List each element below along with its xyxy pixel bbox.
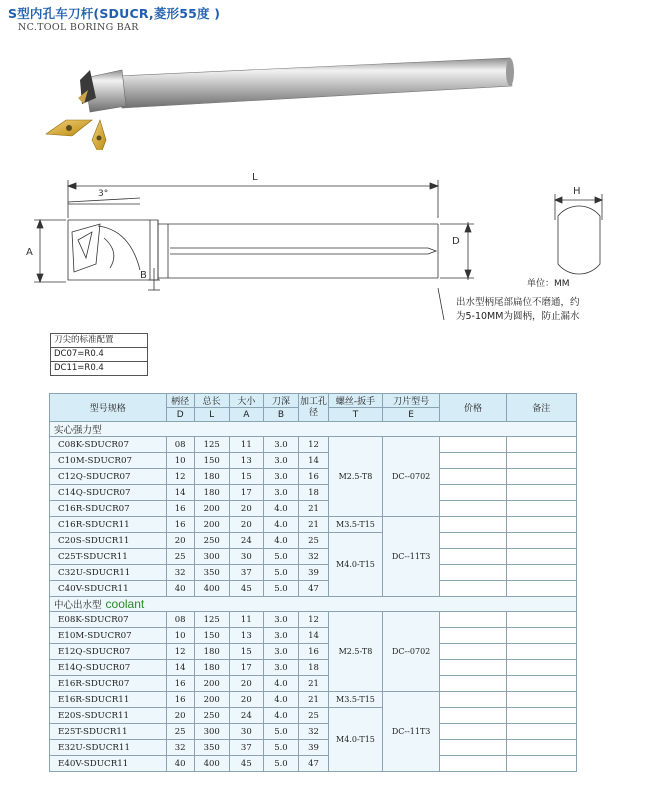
cell-price	[440, 501, 506, 517]
cell-value: 15	[229, 469, 264, 485]
cell-model: C25T-SDUCR11	[50, 549, 167, 565]
section-row	[50, 422, 577, 437]
cell-value: 14	[166, 660, 194, 676]
cell-remark	[506, 517, 576, 533]
cell-screw: M4.0-T15	[329, 708, 383, 772]
header-depth: 刀深	[264, 394, 299, 408]
cell-value: 3.0	[264, 437, 299, 453]
cell-insert: DC--11T3	[382, 692, 440, 772]
note-line-1: 出水型柄尾部扁位不磨通，约	[456, 297, 580, 308]
cell-value: 13	[229, 628, 264, 644]
boring-bar-photo	[30, 40, 530, 150]
cell-value: 150	[194, 453, 229, 469]
cell-value: 400	[194, 581, 229, 597]
cell-value: 180	[194, 644, 229, 660]
cell-value: 11	[229, 612, 264, 628]
cell-value: 08	[166, 612, 194, 628]
header-shank: 柄径	[166, 394, 194, 408]
cell-remark	[506, 628, 576, 644]
header-size-sub: A	[229, 408, 264, 422]
cell-value: 32	[166, 740, 194, 756]
header-size: 大小	[229, 394, 264, 408]
cell-value: 16	[298, 644, 328, 660]
cell-value: 18	[298, 485, 328, 501]
header-depth-sub: B	[264, 408, 299, 422]
cell-value: 14	[298, 453, 328, 469]
table-row	[50, 581, 577, 597]
cell-model: C10M-SDUCR07	[50, 453, 167, 469]
table-row	[50, 437, 577, 453]
cell-value: 250	[194, 533, 229, 549]
cell-insert: DC--0702	[382, 612, 440, 692]
cell-price	[440, 676, 506, 692]
cell-price	[440, 644, 506, 660]
section-title	[50, 422, 577, 437]
cell-price	[440, 517, 506, 533]
cell-value: 3.0	[264, 453, 299, 469]
dim-angle-label: 3°	[98, 189, 109, 199]
cell-value: 350	[194, 565, 229, 581]
dim-H-label: H	[573, 186, 581, 197]
cell-screw: M3.5-T15	[329, 692, 383, 708]
header-screw: 螺丝-扳手	[329, 394, 383, 408]
cell-remark	[506, 533, 576, 549]
cell-value: 4.0	[264, 692, 299, 708]
cell-remark	[506, 660, 576, 676]
cell-value: 16	[166, 676, 194, 692]
cell-remark	[506, 501, 576, 517]
section-title	[50, 597, 577, 612]
table-row	[50, 612, 577, 628]
cell-screw: M4.0-T15	[329, 533, 383, 597]
cell-value: 10	[166, 628, 194, 644]
header-screw-sub: T	[329, 408, 383, 422]
cell-value: 4.0	[264, 676, 299, 692]
table-row	[50, 517, 577, 533]
cell-value: 39	[298, 565, 328, 581]
cell-value: 13	[229, 453, 264, 469]
cell-value: 20	[229, 692, 264, 708]
coolant-note	[456, 296, 652, 324]
cell-remark	[506, 469, 576, 485]
cell-model: E32U-SDUCR11	[50, 740, 167, 756]
cell-value: 200	[194, 517, 229, 533]
cell-model: C32U-SDUCR11	[50, 565, 167, 581]
cell-value: 25	[298, 708, 328, 724]
section-extra-text: coolant	[105, 597, 145, 611]
cell-value: 47	[298, 581, 328, 597]
cell-value: 350	[194, 740, 229, 756]
cell-value: 400	[194, 756, 229, 772]
cell-model: E16R-SDUCR07	[50, 676, 167, 692]
header-length: 总长	[194, 394, 229, 408]
cell-value: 12	[166, 469, 194, 485]
cell-model: E10M-SDUCR07	[50, 628, 167, 644]
cell-value: 20	[166, 708, 194, 724]
cell-remark	[506, 692, 576, 708]
section-title-text: 实心强力型	[54, 425, 102, 436]
cell-value: 30	[229, 549, 264, 565]
cell-remark	[506, 485, 576, 501]
note-line-2: 为5-10MM为圆柄，防止漏水	[456, 311, 580, 322]
cell-remark	[506, 549, 576, 565]
cell-value: 3.0	[264, 628, 299, 644]
header-shank-sub: D	[166, 408, 194, 422]
cell-value: 30	[229, 724, 264, 740]
cell-value: 10	[166, 453, 194, 469]
cell-value: 21	[298, 517, 328, 533]
dim-B-label: B	[140, 270, 147, 281]
cell-model: C08K-SDUCR07	[50, 437, 167, 453]
cell-value: 08	[166, 437, 194, 453]
cell-value: 12	[298, 612, 328, 628]
dim-A-label: A	[26, 247, 33, 258]
cell-value: 14	[298, 628, 328, 644]
cell-screw: M2.5-T8	[329, 612, 383, 692]
table-row	[50, 485, 577, 501]
cell-value: 45	[229, 581, 264, 597]
cell-value: 3.0	[264, 660, 299, 676]
cell-price	[440, 453, 506, 469]
cell-value: 25	[298, 533, 328, 549]
table-row	[50, 565, 577, 581]
cell-value: 16	[298, 469, 328, 485]
cell-model: C12Q-SDUCR07	[50, 469, 167, 485]
table-row	[50, 628, 577, 644]
header-remark: 备注	[506, 394, 576, 422]
cell-model: C40V-SDUCR11	[50, 581, 167, 597]
cell-value: 32	[298, 724, 328, 740]
cell-model: C20S-SDUCR11	[50, 533, 167, 549]
cell-price	[440, 724, 506, 740]
cell-value: 32	[166, 565, 194, 581]
cell-value: 250	[194, 708, 229, 724]
page-subtitle: NC.TOOL BORING BAR	[18, 22, 139, 33]
cell-price	[440, 437, 506, 453]
header-insert-sub: E	[382, 408, 440, 422]
cell-value: 20	[229, 501, 264, 517]
cell-model: E08K-SDUCR07	[50, 612, 167, 628]
cell-value: 14	[166, 485, 194, 501]
cell-price	[440, 628, 506, 644]
cell-model: E14Q-SDUCR07	[50, 660, 167, 676]
cell-value: 4.0	[264, 501, 299, 517]
header-length-sub: L	[194, 408, 229, 422]
cell-value: 16	[166, 501, 194, 517]
dim-L-label: L	[252, 172, 258, 183]
cell-value: 4.0	[264, 517, 299, 533]
cell-model: E12Q-SDUCR07	[50, 644, 167, 660]
table-row	[50, 708, 577, 724]
cell-value: 180	[194, 469, 229, 485]
cell-price	[440, 660, 506, 676]
cell-model: E16R-SDUCR11	[50, 692, 167, 708]
header-bore: 加工孔径	[298, 394, 328, 422]
page-title: S型内孔车刀杆(SDUCR,菱形55度 )	[8, 6, 221, 21]
cell-value: 20	[229, 517, 264, 533]
table-row	[50, 724, 577, 740]
cell-value: 37	[229, 565, 264, 581]
cell-remark	[506, 644, 576, 660]
cell-value: 5.0	[264, 565, 299, 581]
cell-value: 5.0	[264, 581, 299, 597]
table-row	[50, 453, 577, 469]
cell-remark	[506, 612, 576, 628]
cell-value: 21	[298, 501, 328, 517]
corner-radius-box	[50, 333, 148, 376]
cell-price	[440, 756, 506, 772]
table-row	[50, 501, 577, 517]
cell-value: 11	[229, 437, 264, 453]
table-row	[50, 676, 577, 692]
cell-value: 20	[229, 676, 264, 692]
corner-radius-row: DC07=R0.4	[51, 347, 147, 361]
cell-value: 180	[194, 660, 229, 676]
cell-value: 25	[166, 549, 194, 565]
cell-value: 17	[229, 485, 264, 501]
cell-value: 16	[166, 692, 194, 708]
cell-value: 5.0	[264, 549, 299, 565]
cell-price	[440, 581, 506, 597]
table-row	[50, 644, 577, 660]
cell-value: 47	[298, 756, 328, 772]
cell-price	[440, 485, 506, 501]
cell-model: C16R-SDUCR07	[50, 501, 167, 517]
cell-value: 21	[298, 676, 328, 692]
cell-value: 24	[229, 533, 264, 549]
cell-value: 39	[298, 740, 328, 756]
cell-price	[440, 692, 506, 708]
cell-value: 200	[194, 501, 229, 517]
table-row	[50, 740, 577, 756]
cell-value: 125	[194, 437, 229, 453]
dim-D-label: D	[452, 236, 460, 247]
cell-value: 32	[298, 549, 328, 565]
corner-radius-heading: 刀尖的标准配置	[54, 335, 114, 345]
cell-remark	[506, 453, 576, 469]
cell-model: C14Q-SDUCR07	[50, 485, 167, 501]
corner-radius-row: DC11=R0.4	[51, 361, 147, 375]
cell-remark	[506, 565, 576, 581]
cell-value: 16	[166, 517, 194, 533]
cell-screw: M2.5-T8	[329, 437, 383, 517]
table-row	[50, 692, 577, 708]
cell-model: C16R-SDUCR11	[50, 517, 167, 533]
cell-remark	[506, 724, 576, 740]
cell-price	[440, 565, 506, 581]
cell-value: 300	[194, 724, 229, 740]
cell-value: 45	[229, 756, 264, 772]
cell-value: 12	[166, 644, 194, 660]
cell-value: 200	[194, 676, 229, 692]
cell-value: 200	[194, 692, 229, 708]
cell-value: 37	[229, 740, 264, 756]
section-row	[50, 597, 577, 612]
cell-remark	[506, 581, 576, 597]
cell-value: 15	[229, 644, 264, 660]
cell-value: 20	[166, 533, 194, 549]
cell-remark	[506, 756, 576, 772]
cell-insert: DC--11T3	[382, 517, 440, 597]
cell-price	[440, 708, 506, 724]
cell-remark	[506, 740, 576, 756]
unit-label: 单位：MM	[527, 279, 570, 289]
cell-remark	[506, 708, 576, 724]
cell-price	[440, 612, 506, 628]
cell-value: 180	[194, 485, 229, 501]
table-row	[50, 533, 577, 549]
cell-remark	[506, 676, 576, 692]
header-insert: 刀片型号	[382, 394, 440, 408]
cell-value: 24	[229, 708, 264, 724]
cell-value: 21	[298, 692, 328, 708]
cell-value: 25	[166, 724, 194, 740]
cell-value: 40	[166, 581, 194, 597]
cell-value: 5.0	[264, 756, 299, 772]
cell-value: 125	[194, 612, 229, 628]
cell-price	[440, 740, 506, 756]
header-price: 价格	[440, 394, 506, 422]
cell-value: 300	[194, 549, 229, 565]
cell-value: 17	[229, 660, 264, 676]
table-row	[50, 756, 577, 772]
cell-screw: M3.5-T15	[329, 517, 383, 533]
cell-price	[440, 533, 506, 549]
cell-value: 5.0	[264, 724, 299, 740]
cell-value: 12	[298, 437, 328, 453]
cell-value: 3.0	[264, 469, 299, 485]
header-model: 型号规格	[50, 394, 167, 422]
cell-insert: DC--0702	[382, 437, 440, 517]
cell-price	[440, 469, 506, 485]
cell-value: 18	[298, 660, 328, 676]
table-row	[50, 660, 577, 676]
cell-value: 3.0	[264, 612, 299, 628]
cell-value: 3.0	[264, 485, 299, 501]
cell-model: E25T-SDUCR11	[50, 724, 167, 740]
cell-value: 5.0	[264, 740, 299, 756]
cell-model: E20S-SDUCR11	[50, 708, 167, 724]
spec-table	[49, 393, 577, 772]
table-row	[50, 469, 577, 485]
cell-value: 4.0	[264, 708, 299, 724]
cell-value: 3.0	[264, 644, 299, 660]
cell-value: 4.0	[264, 533, 299, 549]
table-row	[50, 549, 577, 565]
cell-remark	[506, 437, 576, 453]
cell-value: 150	[194, 628, 229, 644]
cell-value: 40	[166, 756, 194, 772]
cell-price	[440, 549, 506, 565]
cell-model: E40V-SDUCR11	[50, 756, 167, 772]
section-title-text: 中心出水型	[54, 600, 102, 611]
